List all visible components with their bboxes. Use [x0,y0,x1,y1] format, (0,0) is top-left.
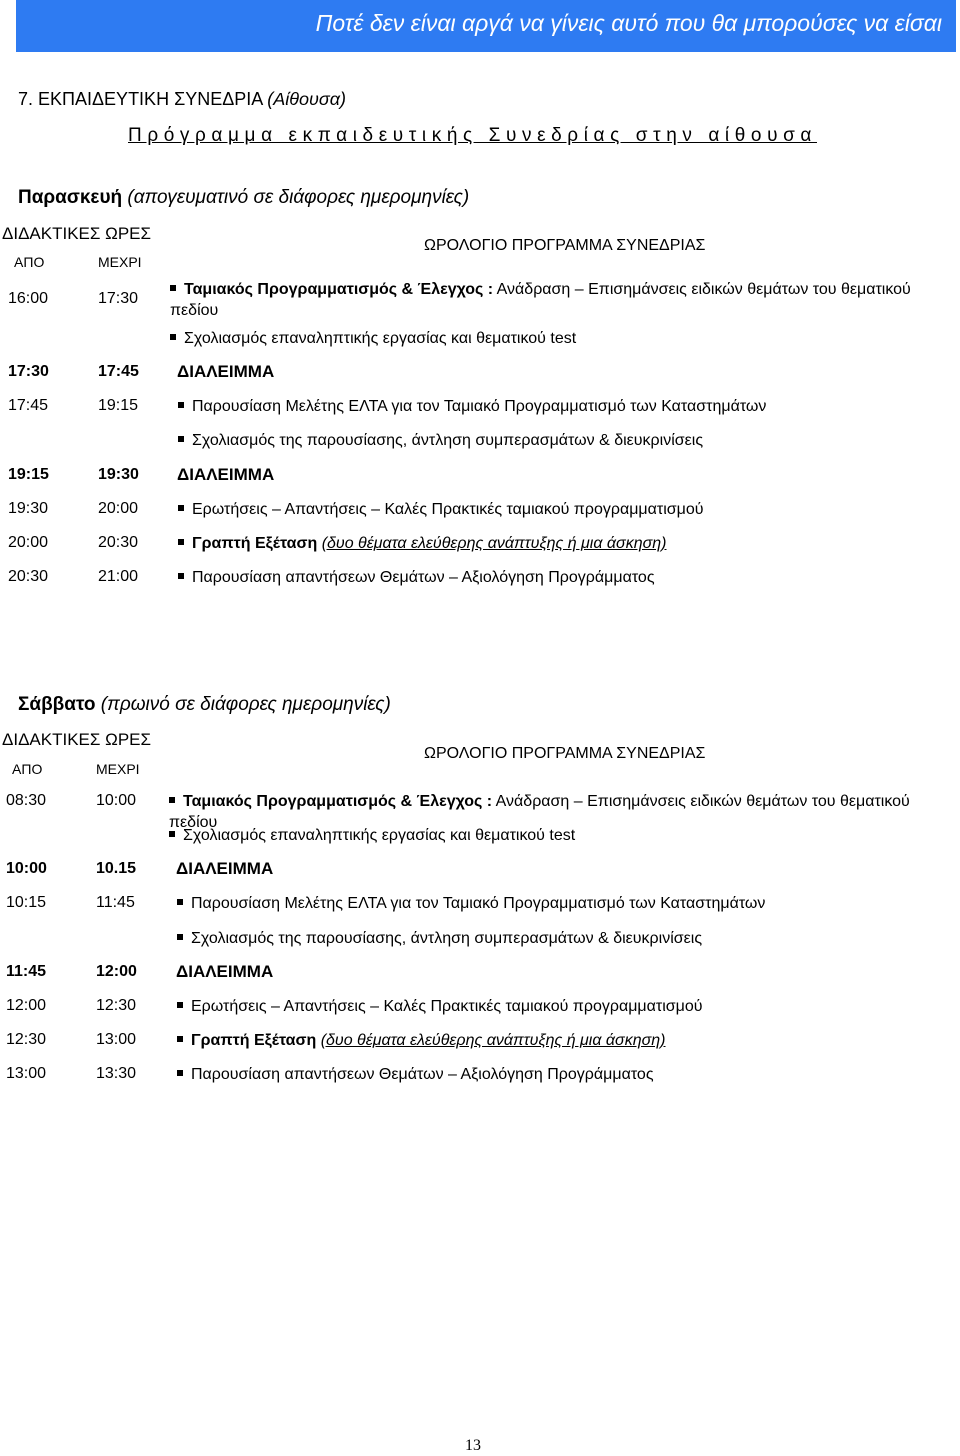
time-from: 16:00 [8,290,49,307]
bullet-icon [170,285,176,291]
item-text: Σχολιασμός της παρουσίασης, άντληση συμπερασμάτων & διευκρινίσεις [192,432,704,449]
bullet-icon [177,934,183,940]
item-text: Παρουσίαση Μελέτης ΕΛΤΑ για τον Ταμιακό Προγραμματισμό των Καταστημάτων [192,398,767,415]
time-to: 12:30 [96,997,137,1014]
item-bold-lead: Ταμιακός Προγραμματισμός & Έλεγχος : [184,281,494,298]
section-title: 7. ΕΚΠΑΙΔΕΥΤΙΚΗ ΣΥΝΕΔΡΙΑ [18,89,263,109]
from-column-label: ΑΠΟ [14,254,45,270]
item-text: Σχολιασμός επαναληπτικής εργασίας και θεματικού test [184,330,577,347]
teaching-hours-label: ΔΙΔΑΚΤΙΚΕΣ ΩΡΕΣ [2,224,152,243]
schedule-item [178,533,666,554]
bullet-icon [170,334,176,340]
schedule-item [178,430,703,451]
time-from: 17:30 [8,363,49,380]
page-number: 13 [465,1437,481,1454]
time-from: 20:00 [8,534,49,551]
day-name: Σάββατο [18,694,96,715]
schedule-item [170,279,920,321]
time-to: 11:45 [96,894,135,911]
time-to: 19:15 [98,397,139,414]
day-name: Παρασκευή [18,187,123,208]
time-from: 17:45 [8,397,49,414]
time-from: 20:30 [8,568,49,585]
day-note: (πρωινό σε διάφορες ημερομηνίες) [100,694,391,715]
teaching-hours-label: ΔΙΔΑΚΤΙΚΕΣ ΩΡΕΣ [2,730,152,749]
time-to: 10.15 [96,860,137,877]
item-bold-lead: Ταμιακός Προγραμματισμός & Έλεγχος : [183,793,493,810]
from-column-label: ΑΠΟ [12,761,43,777]
schedule-item [177,996,703,1017]
time-to: 17:45 [98,363,139,380]
day-heading-saturday [18,694,391,716]
time-to: 13:00 [96,1031,137,1048]
break-label: ΔΙΑΛΕΙΜΜΑ [176,962,274,981]
bullet-icon [178,505,184,511]
time-from: 12:00 [6,997,47,1014]
time-to: 17:30 [98,290,139,307]
schedule-item [177,928,702,949]
bullet-icon [177,1002,183,1008]
schedule-item [178,567,655,588]
bullet-icon [177,1036,183,1042]
time-to: 10:00 [96,792,137,809]
time-from: 08:30 [6,792,47,809]
schedule-item [177,1030,665,1051]
time-to: 21:00 [98,568,139,585]
to-column-label: ΜΕΧΡΙ [98,254,142,270]
bullet-icon [178,539,184,545]
time-from: 10:15 [6,894,47,911]
time-from: 19:30 [8,500,49,517]
program-subtitle: Πρόγραμμα εκπαιδευτικής Συνεδρίας στην αίθουσα [128,125,817,146]
item-text: Παρουσίαση Μελέτης ΕΛΤΑ για τον Ταμιακό Προγραμματισμό των Καταστημάτων [191,895,766,912]
time-from: 11:45 [6,963,47,980]
time-from: 12:30 [6,1031,47,1048]
item-note: (δυο θέματα ελεύθερης ανάπτυξης ή μια άσκηση) [321,535,667,552]
bullet-icon [178,573,184,579]
schedule-item [178,396,766,417]
time-to: 12:00 [96,963,137,980]
schedule-item [178,499,704,520]
day-heading-friday [18,187,469,209]
bullet-icon [178,436,184,442]
bullet-icon [177,1070,183,1076]
schedule-item [177,893,765,914]
bullet-icon [177,899,183,905]
item-text: Παρουσίαση απαντήσεων Θεμάτων – Αξιολόγηση Προγράμματος [191,1066,654,1083]
item-text: Ερωτήσεις – Απαντήσεις – Καλές Πρακτικές ταμιακού προγραμματισμού [191,998,703,1015]
section-title-suffix: (Αίθουσα) [267,89,347,109]
bullet-icon [178,402,184,408]
item-text: Σχολιασμός της παρουσίασης, άντληση συμπερασμάτων & διευκρινίσεις [191,930,703,947]
item-text: Σχολιασμός επαναληπτικής εργασίας και θεματικού test [183,827,576,844]
item-text: Παρουσίαση απαντήσεων Θεμάτων – Αξιολόγηση Προγράμματος [192,569,655,586]
item-bold-lead: Γραπτή Εξέταση [192,535,318,552]
time-from: 19:15 [8,466,49,483]
schedule-item [177,1064,654,1085]
section-heading [18,89,346,110]
to-column-label: ΜΕΧΡΙ [96,761,140,777]
item-text: Ανάδραση – Επισημάνσεις ειδικών θεμάτων του θεματικού πεδίου [170,281,911,319]
time-to: 20:30 [98,534,139,551]
break-label: ΔΙΑΛΕΙΜΜΑ [176,859,274,878]
break-label: ΔΙΑΛΕΙΜΜΑ [177,362,275,381]
bullet-icon [169,797,175,803]
time-to: 19:30 [98,466,139,483]
time-to: 20:00 [98,500,139,517]
program-column-label: ΩΡΟΛΟΓΙΟ ΠΡΟΓΡΑΜΜΑ ΣΥΝΕΔΡΙΑΣ [424,745,706,762]
item-bold-lead: Γραπτή Εξέταση [191,1032,317,1049]
banner-motto: Ποτέ δεν είναι αργά να γίνεις αυτό που θα μπορούσες να είσαι [315,10,942,36]
bullet-icon [169,831,175,837]
program-column-label: ΩΡΟΛΟΓΙΟ ΠΡΟΓΡΑΜΜΑ ΣΥΝΕΔΡΙΑΣ [424,237,706,254]
item-note: (δυο θέματα ελεύθερης ανάπτυξης ή μια άσκηση) [320,1032,666,1049]
item-text: Ανάδραση – Επισημάνσεις ειδικών θεμάτων του θεματικού πεδίου [169,793,910,831]
day-note: (απογευματινό σε διάφορες ημερομηνίες) [127,187,470,208]
break-label: ΔΙΑΛΕΙΜΜΑ [177,465,275,484]
schedule-item [170,328,576,349]
schedule-item [169,825,575,846]
header-banner [16,0,956,52]
time-from: 10:00 [6,860,47,877]
time-from: 13:00 [6,1065,47,1082]
item-text: Ερωτήσεις – Απαντήσεις – Καλές Πρακτικές ταμιακού προγραμματισμού [192,501,704,518]
time-to: 13:30 [96,1065,137,1082]
